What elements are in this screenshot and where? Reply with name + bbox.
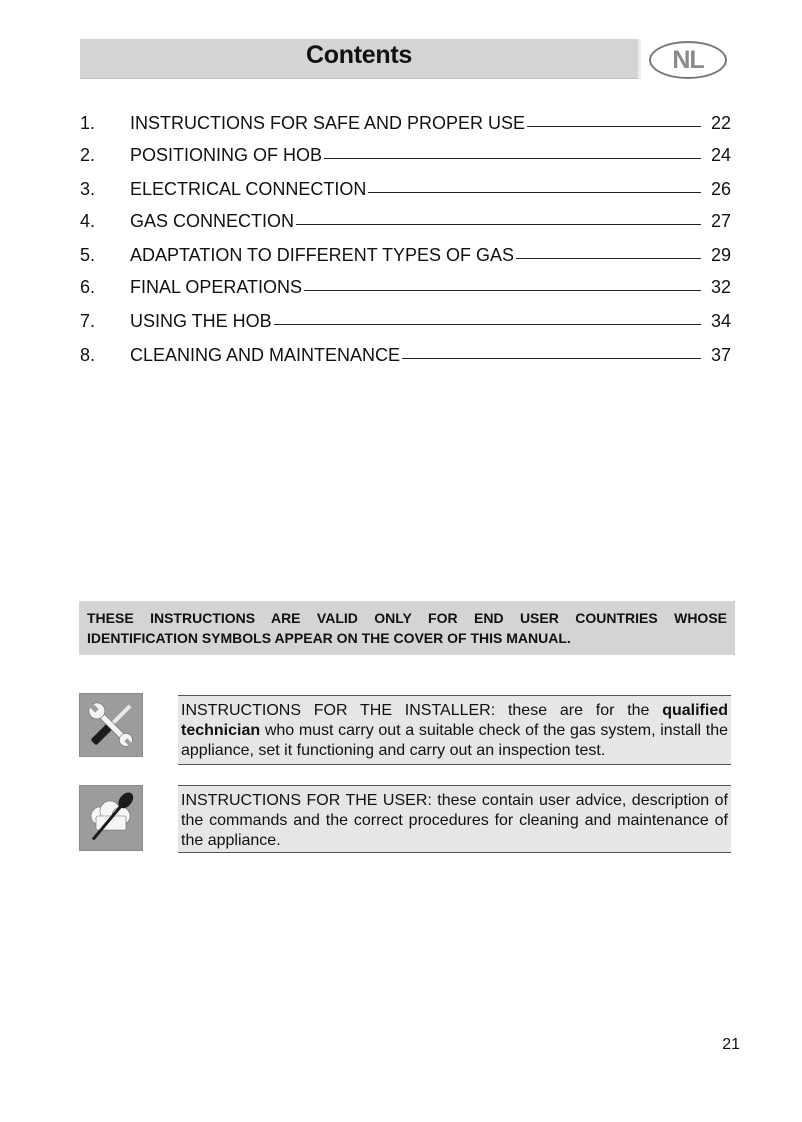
toc-number: 5. [80, 245, 96, 265]
toc-number: 7. [80, 311, 96, 331]
page-number: 21 [722, 1036, 740, 1053]
toc-page: 24 [710, 145, 731, 165]
user-instructions: INSTRUCTIONS FOR THE USER: these contain user advice, description of the commands and the correct procedures for cleaning and maintenance of the appliance. [178, 785, 731, 853]
toc-entry[interactable] [80, 277, 731, 301]
toc-leader [527, 126, 701, 127]
toc-leader [368, 192, 701, 193]
toc-label: ADAPTATION TO DIFFERENT TYPES OF GAS [130, 245, 515, 265]
toc-entry[interactable] [80, 311, 731, 335]
toc-leader [402, 358, 701, 359]
toc-page: 32 [710, 277, 731, 297]
installer-instructions [178, 695, 731, 765]
toc-page: 22 [710, 113, 731, 133]
title-bar [80, 39, 641, 79]
toc-entry[interactable] [80, 245, 731, 269]
toc-number: 4. [80, 211, 96, 231]
toc-label: ELECTRICAL CONNECTION [130, 179, 367, 199]
toc-entry[interactable] [80, 211, 731, 235]
validity-notice: THESE INSTRUCTIONS ARE VALID ONLY FOR END USER COUNTRIES WHOSE IDENTIFICATION SYMBOLS APPEAR ON THE COVER OF THIS MANUAL. [79, 601, 735, 655]
toc-number: 6. [80, 277, 96, 297]
toc-leader [304, 290, 701, 291]
toc-number: 1. [80, 113, 96, 133]
toc-number: 3. [80, 179, 96, 199]
toc-page: 34 [710, 311, 731, 331]
wrench-screwdriver-icon [79, 693, 143, 757]
toc-label: FINAL OPERATIONS [130, 277, 303, 297]
installer-text-bold: qualified technician [181, 702, 728, 739]
toc-page: 29 [710, 245, 731, 265]
toc-number: 8. [80, 345, 96, 365]
toc-entry[interactable] [80, 113, 731, 137]
toc-page: 26 [710, 179, 731, 199]
language-badge: NL [649, 41, 727, 79]
toc-leader [274, 324, 701, 325]
toc-leader [324, 158, 701, 159]
page-title: Contents [306, 41, 412, 69]
toc-page: 27 [710, 211, 731, 231]
toc-label: GAS CONNECTION [130, 211, 295, 231]
chef-hat-spoon-icon [79, 785, 143, 851]
toc-page: 37 [710, 345, 731, 365]
toc-label: POSITIONING OF HOB [130, 145, 323, 165]
toc-entry[interactable] [80, 345, 731, 369]
toc-entry[interactable] [80, 179, 731, 203]
installer-text-before: INSTRUCTIONS FOR THE INSTALLER: these are for the [181, 702, 650, 719]
toc-leader [296, 224, 701, 225]
toc-label: USING THE HOB [130, 311, 272, 331]
toc-leader [516, 258, 701, 259]
toc-number: 2. [80, 145, 96, 165]
toc-entry[interactable] [80, 145, 731, 169]
toc-label: INSTRUCTIONS FOR SAFE AND PROPER USE [130, 113, 526, 133]
installer-text-after: who must carry out a suitable check of the gas system, install the appliance, set it functioning and carry out an inspection test. [181, 722, 729, 759]
toc-label: CLEANING AND MAINTENANCE [130, 345, 401, 365]
